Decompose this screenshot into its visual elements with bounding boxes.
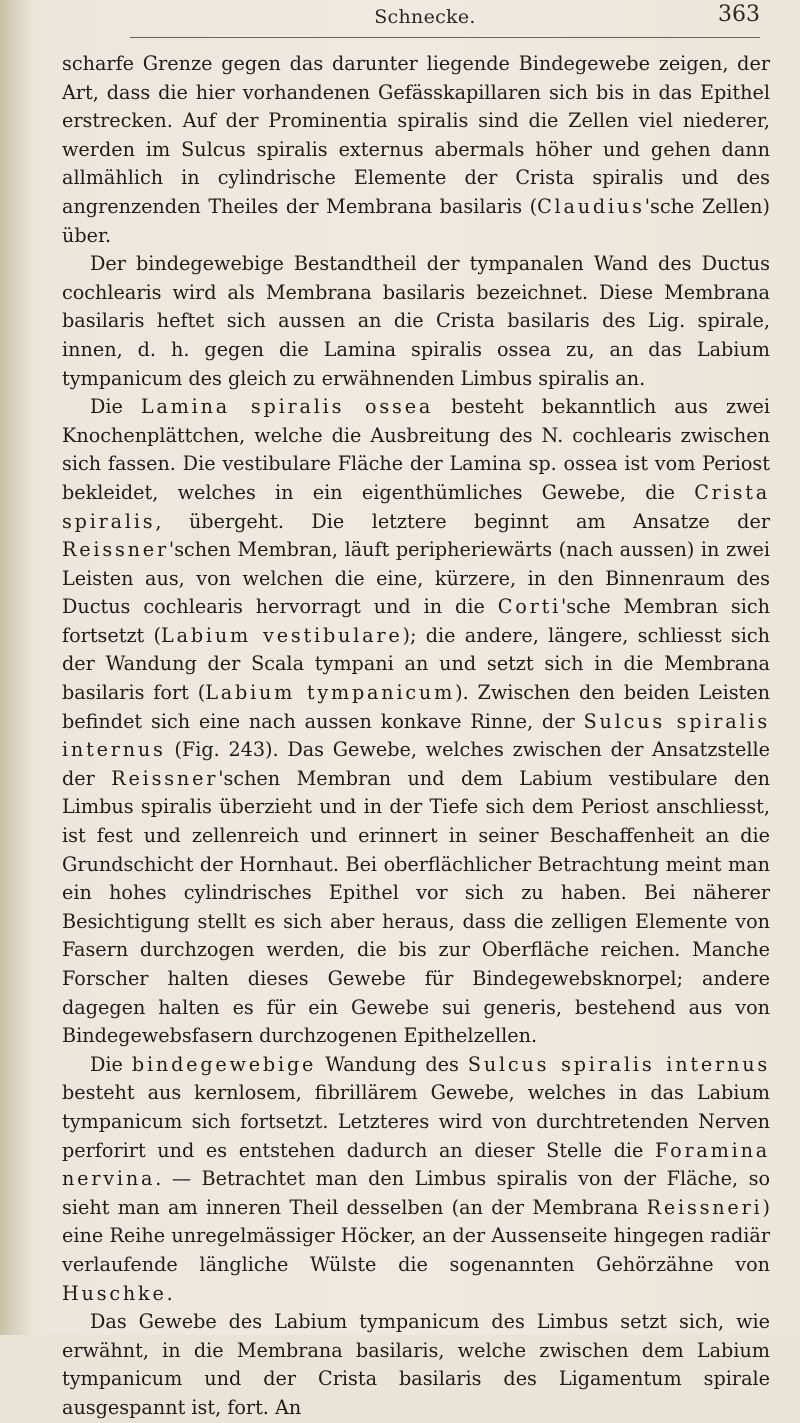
text-run: . [166, 1281, 173, 1305]
spaced-term: Reissner [111, 766, 219, 790]
text-run: 'schen Membran und dem Labium vestibulare den Limbus spiralis überzieht und in der Tiefe sich dem Periost anschliesst, ist fest und zellenreich und erinnert in seiner Beschaffenheit an die Grundschicht der Hornhaut. Bei oberflächlicher Betrachtung meint man ein hohes cylindrisches Epithel vor sich zu haben. Bei näherer Besichtigung stellt es sich aber heraus, dass die zelligen Elemente von Fasern durchzogen werden, die bis zur Oberfläche reichen. Manche Forscher halten dieses Gewebe für Bindegewebsknorpel; andere dagegen halten es für ein Gewebe sui generis, bestehend aus von Bindegewebsfasern durchzogenen Epithelzellen. [62, 766, 770, 1048]
body-text [62, 50, 770, 1423]
text-run: , übergeht. Die letztere beginnt am Ansatze der [155, 509, 770, 533]
text-run: . — Betrachtet man den Limbus spiralis von der Fläche, so sieht man am inneren Theil desselben (an der Membrana [62, 1167, 770, 1219]
spaced-term: Corti [497, 595, 562, 619]
text-run: Die [90, 1052, 132, 1076]
text-run: scharfe Grenze gegen das darunter liegende Bindegewebe zeigen, der Art, dass die hier vorhandenen Gefässkapillaren sich bis in das Epithel erstrecken. Auf der Prominentia spiralis sind die Zellen viel niederer, werden im Sulcus spiralis externus abermals höher und gehen dann allmählich in cylindrische Elemente der Crista spiralis und des angrenzenden Theiles der Membrana basilaris ( [62, 52, 770, 218]
text-run: (Fig. 243). Das Gewebe, welches zwischen der Ansatzstelle der [62, 738, 770, 790]
spaced-term: Huschke [62, 1281, 167, 1305]
spaced-term: Lamina spiralis ossea [140, 395, 434, 419]
text-run: 'schen Membran, läuft peripheriewärts (nach aussen) in zwei Leisten aus, von welchen die eine, kürzere, in den Binnenraum des Ductus cochlearis hervorragt und in die [62, 538, 770, 619]
spaced-term: Reissneri [646, 1195, 763, 1219]
spaced-term: Claudius [537, 194, 645, 218]
text-run: 'sche Zellen) über. [62, 194, 770, 247]
spaced-term: Reissner [62, 538, 169, 562]
text-run: Wandung des [316, 1052, 468, 1076]
page-binding-edge [0, 0, 30, 1335]
spaced-term: Foramina nervina [62, 1138, 770, 1191]
spaced-term: Sulcus spiralis internus [62, 709, 770, 762]
text-run: besteht bekanntlich aus zwei Knochenplättchen, welche die Ausbreitung des N. cochlearis zwischen sich fassen. Die vestibulare Fläche der Lamina sp. ossea ist vom Periost bekleidet, welches in ein eigenthümliches Gewebe, die [62, 395, 770, 504]
page-number: 363 [718, 2, 760, 27]
paragraph-p3 [62, 393, 770, 1051]
spaced-term: bindegewebige [131, 1052, 317, 1076]
paragraph-p2 [62, 250, 770, 393]
text-run: Das Gewebe des Labium tympanicum des Limbus setzt sich, wie erwähnt, in die Membrana basilaris, welche zwischen dem Labium tympanicum und der Crista basilaris des Ligamentum spirale ausgespannt ist, fort. An [62, 1310, 770, 1419]
text-run: ) eine Reihe unregelmässiger Höcker, an der Aussenseite hingegen radiär verlaufende längliche Wülste die sogenannten Gehörzähne von [62, 1195, 770, 1276]
text-run: Der bindegewebige Bestandtheil der tympanalen Wand des Ductus cochlearis wird als Membrana basilaris bezeichnet. Diese Membrana basilaris heftet sich aussen an die Crista basilaris des Lig. spirale, innen, d. h. gegen die Lamina spiralis ossea zu, an das Labium tympanicum des gleich zu erwähnenden Limbus spiralis an. [62, 252, 770, 390]
spaced-term: Labium vestibulare [161, 623, 403, 647]
spaced-term: Labium tympanicum [205, 681, 456, 705]
text-run: Die [90, 395, 141, 419]
paragraph-p4 [62, 1051, 770, 1308]
spaced-term: Sulcus spiralis internus [467, 1052, 770, 1076]
running-title: Schnecke. [374, 6, 476, 28]
page-header [90, 2, 760, 46]
text-run: 'sche Membran sich fortsetzt ( [62, 595, 770, 647]
text-run: besteht aus kernlosem, fibrillärem Gewebe, welches in das Labium tympanicum sich fortsetzt. Letzteres wird von durchtretenden Nerven perforirt und es entstehen dadurch an dieser Stelle die [62, 1081, 770, 1162]
paragraph-p1 [62, 50, 770, 250]
text-run: ). Zwischen den beiden Leisten befindet sich eine nach aussen konkave Rinne, der [62, 681, 770, 733]
header-rule [130, 37, 760, 38]
text-run: ); die andere, längere, schliesst sich der Wandung der Scala tympani an und setzt sich in die Membrana basilaris fort ( [62, 623, 770, 705]
spaced-term: Crista spiralis [62, 480, 770, 533]
paragraph-p5 [62, 1308, 770, 1422]
